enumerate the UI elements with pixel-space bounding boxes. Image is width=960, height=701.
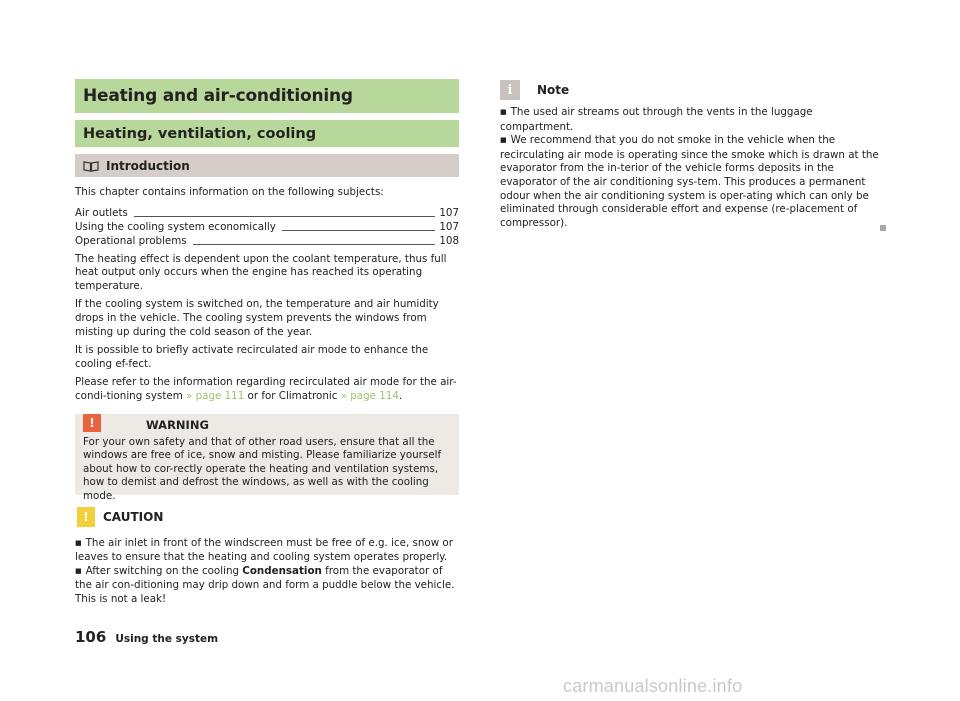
note-body: [500, 106, 885, 230]
text-span: or for Climatronic: [244, 389, 341, 402]
text-span: Please refer to the information regarding recirculated air mode for the air-condi-tioning system: [75, 376, 457, 402]
end-of-section-icon: [880, 225, 886, 231]
note-header: [500, 80, 885, 100]
note-item: ■ The used air streams out through the vents in the luggage compartment.: [500, 106, 885, 134]
toc-item-air-outlets[interactable]: [75, 206, 459, 220]
warning-header: [83, 418, 451, 432]
toc-item-page: 108: [439, 234, 459, 247]
watermark: carmanualsonline.info: [563, 676, 743, 696]
paragraph-cooling-system: If the cooling system is switched on, the temperature and air humidity drops in the vehicle. The cooling system prevents the windows from misting up during the cold season of the year.: [75, 298, 439, 338]
toc-item-label: Using the cooling system economically: [75, 220, 276, 233]
text-span: from the evaporator of the air con-ditioning may drip down and form a puddle below the vehicle. This is not a leak!: [75, 564, 455, 605]
caution-item: [75, 565, 459, 607]
section-title-bar: [75, 120, 459, 147]
warning-title: WARNING: [146, 417, 209, 432]
introduction-bar: [75, 154, 459, 177]
chapter-title-bar: [75, 79, 459, 113]
text-span: .: [398, 389, 403, 402]
caution-item: ■ The air inlet in front of the windscreen must be free of e.g. ice, snow or leaves to ensure that the heating and cooling system operates properly.: [75, 537, 459, 565]
warning-icon: !: [83, 414, 101, 432]
introduction-label: Introduction: [106, 158, 190, 173]
section-title: Heating, ventilation, cooling: [83, 125, 317, 142]
page-number: 106: [75, 628, 107, 646]
warning-text: For your own safety and that of other road users, ensure that all the windows are free of ice, snow and misting. Please familiarize yourself about how to cor-rectly operate the heating and ventilation systems, how to demist and defrost the windows, as well as with the cooling mode.: [83, 435, 442, 502]
text-span: After switching on the cooling: [85, 564, 243, 577]
note-title: Note: [537, 83, 570, 97]
page-footer: [75, 628, 218, 646]
toc-item-operational-problems[interactable]: [75, 234, 459, 248]
condensation-term: Condensation: [242, 564, 322, 577]
table-of-contents: [75, 206, 459, 248]
footer-section-name: Using the system: [115, 633, 219, 645]
toc-leader: [282, 230, 435, 231]
chapter-title: Heating and air-conditioning: [83, 86, 353, 106]
note-item: ■ We recommend that you do not smoke in the vehicle when the recirculating air mode is operating since the smoke which is drawn at the evaporator from the in-terior of the vehicle forms deposits in the evaporator of the air conditioning sys-tem. This produces a permanent odour when the air conditioning system is oper-ating which can only be eliminated through considerable effort and expense (re-placement of compressor).: [500, 134, 885, 230]
book-icon: [83, 160, 99, 172]
caution-body: [75, 537, 459, 607]
toc-item-page: 107: [439, 206, 459, 219]
caution-title: CAUTION: [103, 509, 164, 524]
toc-leader: [134, 216, 435, 217]
caution-icon: !: [77, 507, 95, 527]
caution-header: [75, 507, 459, 527]
right-column: [500, 80, 885, 230]
paragraph-heating-effect: The heating effect is dependent upon the coolant temperature, thus full heat output only occurs when the engine has reached its operating temperature.: [75, 252, 447, 292]
left-column: [75, 79, 459, 607]
toc-item-label: Air outlets: [75, 206, 128, 219]
toc-leader: [193, 244, 436, 245]
toc-item-cooling-economy[interactable]: [75, 220, 459, 234]
intro-lead-text: This chapter contains information on the following subjects:: [75, 186, 384, 198]
info-icon: i: [500, 80, 520, 100]
toc-item-page: 107: [439, 220, 459, 233]
page-link-114[interactable]: » page 114: [340, 389, 399, 402]
warning-box: [75, 414, 459, 502]
page-link-111[interactable]: » page 111: [186, 389, 245, 402]
toc-item-label: Operational problems: [75, 234, 187, 247]
paragraph-recirculated-air: It is possible to briefly activate recirculated air mode to enhance the cooling ef-fect.: [75, 344, 429, 370]
paragraph-refer-info: [75, 376, 459, 403]
